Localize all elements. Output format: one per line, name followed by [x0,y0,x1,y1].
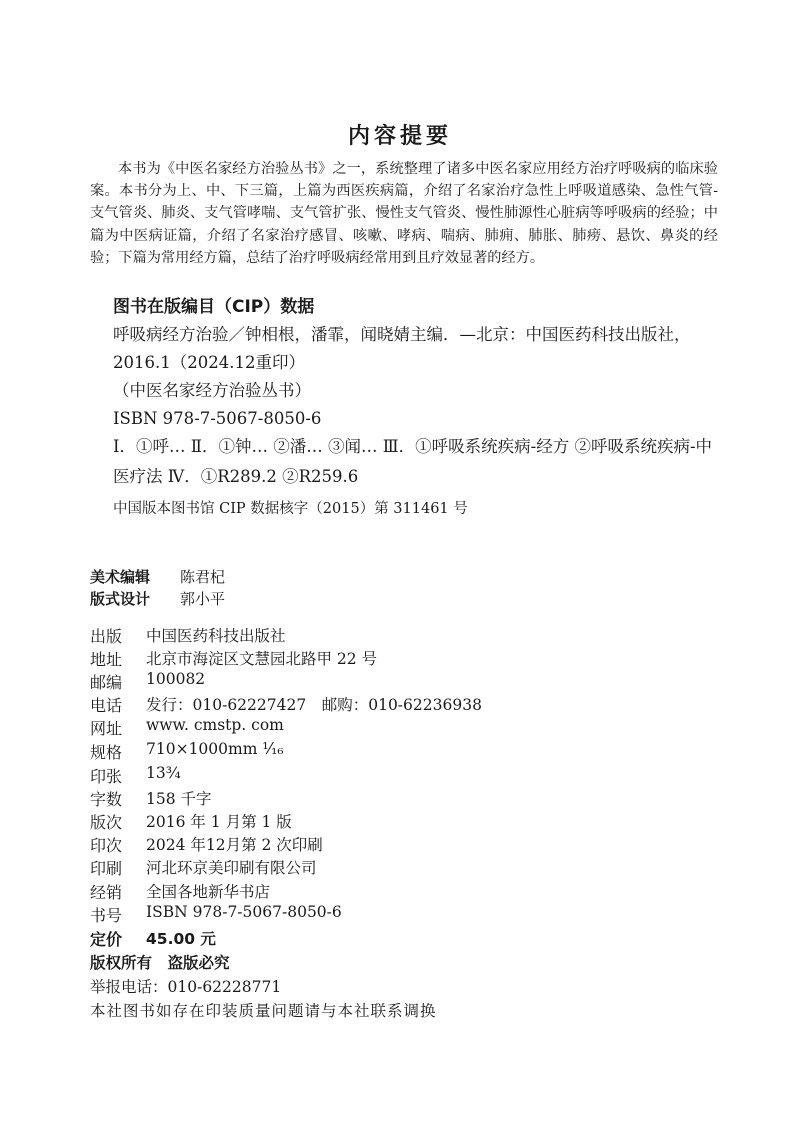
info-label-distributor: 经销 [90,883,123,902]
price-label: 定价 [90,930,123,949]
info-label-postcode: 邮编 [90,673,123,692]
cip-entry: 呼吸病经方治验／钟相根，潘霏，闻晓婧主编．—北京：中国医药科技出版社，2016.1（2024.12重印） [113,325,691,372]
info-value-edition: 2016 年 1 月第 1 版 [146,813,292,831]
info-value-sheets: 13¾ [146,764,181,782]
cip-entry-block [113,321,713,433]
content-summary [90,158,718,269]
info-label-format: 规格 [90,743,123,762]
cip-series: （中医名家经方治验丛书） [113,381,311,400]
info-label-address: 地址 [90,650,123,669]
info-label-printer: 印刷 [90,859,123,878]
cip-heading: 图书在版编目（CIP）数据 [113,297,315,317]
cip-classification: Ⅰ．①呼… Ⅱ．①钟… ②潘… ③闻… Ⅲ．①呼吸系统疾病-经方 ②呼吸系统疾病-中医疗法 Ⅳ．①R289.2 ②R259.6 [113,437,713,486]
editor-value-layout: 郭小平 [180,590,226,608]
info-value-phone: 发行：010-62227427 邮购：010-62236938 [146,696,482,714]
editor-value-art: 陈君杞 [180,568,226,586]
summary-paragraph: 本书为《中医名家经方治验丛书》之一，系统整理了诸多中医名家应用经方治疗呼吸病的临床验案。本书分为上、中、下三篇，上篇为西医疾病篇，介绍了名家治疗急性上呼吸道感染、急性气管-支气管炎、肺炎、支气管哮喘、支气管扩张、慢性支气管炎、慢性肺源性心脏病等呼吸病的经验；中篇为中医病证篇，介绍了名家治疗感冒、咳嗽、哮病、喘病、肺痈、肺胀、肺痨、悬饮、鼻炎的经验；下篇为常用经方篇，总结了治疗呼吸病经常用到且疗效显著的经方。 [90,161,718,266]
info-label-edition: 版次 [90,813,123,832]
info-value-printer: 河北环京美印刷有限公司 [146,859,317,877]
info-label-phone: 电话 [90,696,123,715]
info-value-distributor: 全国各地新华书店 [146,883,271,901]
cip-verification: 中国版本图书馆 CIP 数据核字（2015）第 311461 号 [113,501,468,517]
info-value-publisher: 中国医药科技出版社 [146,627,286,645]
editor-label-art: 美术编辑 [90,568,151,586]
report-hotline: 举报电话：010-62228771 [90,978,282,996]
info-label-publisher: 出版 [90,627,123,646]
info-value-postcode: 100082 [146,670,206,688]
info-label-printing: 印次 [90,836,123,855]
info-value-printing: 2024 年12月第 2 次印刷 [146,836,323,854]
quality-notice: 本社图书如存在印装质量问题请与本社联系调换 [90,1002,437,1020]
price-value: 45.00 元 [146,930,216,948]
info-value-wordcount: 158 千字 [146,790,212,808]
info-label-book-number: 书号 [90,906,123,925]
info-value-address: 北京市海淀区文慧园北路甲 22 号 [146,650,378,668]
info-value-website: www. cmstp. com [146,716,284,734]
info-label-sheets: 印张 [90,767,123,786]
info-value-format: 710×1000mm ¹⁄₁₆ [146,740,284,758]
editor-label-layout: 版式设计 [90,590,151,608]
cip-isbn: ISBN 978-7-5067-8050-6 [113,409,322,428]
info-value-book-number: ISBN 978-7-5067-8050-6 [146,903,342,921]
info-label-wordcount: 字数 [90,790,123,809]
copyright-notice: 版权所有 盗版必究 [90,954,230,972]
info-label-website: 网址 [90,719,123,738]
cip-classification-block [113,432,713,492]
page-title: 内容提要 [347,124,452,149]
